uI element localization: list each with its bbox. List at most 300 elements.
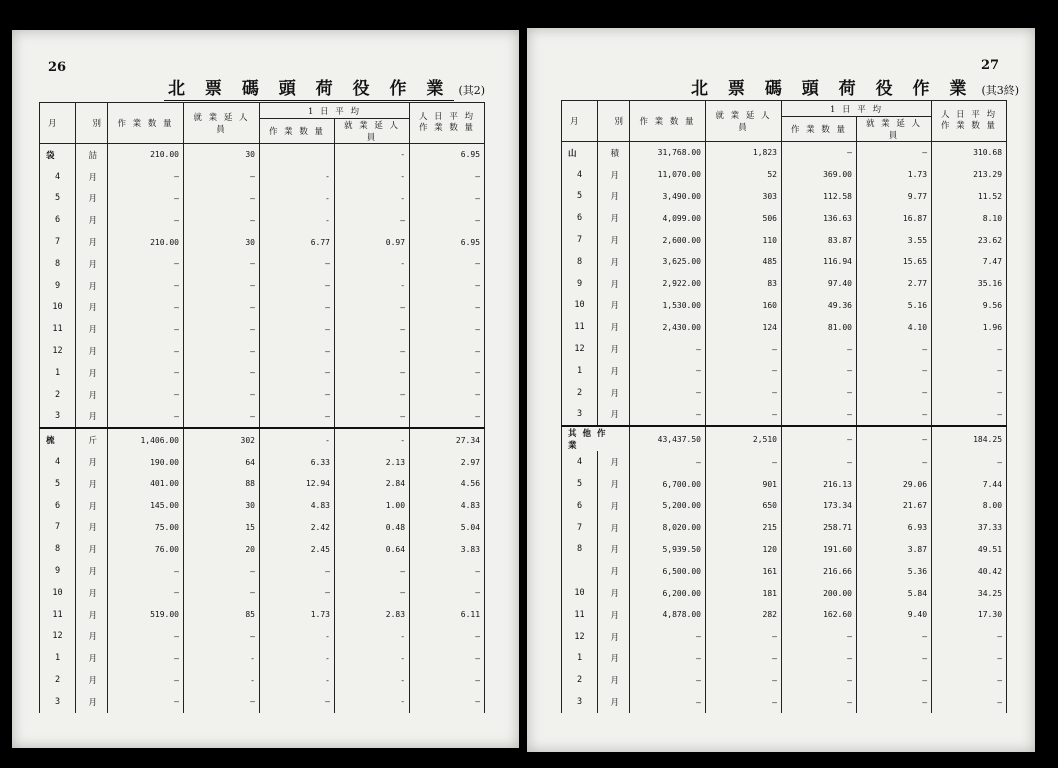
daily-qty-cell: 2.42 [260,517,335,539]
month-cell: 2 [562,382,598,404]
per-person-cell: — [410,318,485,340]
work-qty-cell: — [108,318,184,340]
table-row [40,560,485,582]
month-cell: 8 [40,253,76,275]
per-person-cell: — [932,404,1007,427]
daily-qty-cell: — [260,384,335,406]
daily-qty-cell: — [782,404,857,427]
unit-cell: 月 [598,251,630,273]
unit-cell: 月 [76,384,108,406]
table-row [562,626,1007,648]
table-row [562,426,1007,451]
unit-cell: 月 [598,360,630,382]
month-cell: 11 [562,604,598,626]
unit-cell: 月 [76,517,108,539]
table-row [562,186,1007,208]
daily-workers-cell: — [857,691,932,713]
page-number: 27 [981,58,1000,73]
unit-cell: 月 [598,382,630,404]
data-table [39,102,485,713]
month-cell: 8 [562,539,598,561]
daily-qty-cell: — [782,451,857,473]
daily-qty-cell: — [782,691,857,713]
daily-workers-cell: — [335,297,410,319]
daily-workers-cell: — [335,340,410,362]
per-person-cell: 7.47 [932,251,1007,273]
month-cell: 12 [40,340,76,362]
table-row [562,604,1007,626]
daily-qty-cell: — [260,691,335,713]
unit-cell: 月 [76,495,108,517]
work-qty-cell: — [108,647,184,669]
table-row [40,626,485,648]
unit-cell: 月 [598,517,630,539]
unit-cell: 月 [76,691,108,713]
table-row [40,538,485,560]
month-cell: 3 [562,691,598,713]
daily-workers-cell: 3.87 [857,539,932,561]
daily-workers-cell: 4.10 [857,316,932,338]
daily-workers-cell: - [335,144,410,166]
workers-cell: — [706,338,782,360]
unit-cell: 月 [76,209,108,231]
month-cell: 3 [562,404,598,427]
table-row [562,495,1007,517]
per-person-cell: — [410,297,485,319]
daily-workers-cell: 5.84 [857,582,932,604]
table-row [40,188,485,210]
table-row [562,669,1007,691]
unit-cell: 月 [76,669,108,691]
unit-cell: 月 [598,404,630,427]
unit-cell: 月 [598,495,630,517]
unit-cell: 月 [76,626,108,648]
month-cell: 12 [562,338,598,360]
table-row [40,517,485,539]
table-row [40,166,485,188]
workers-cell: — [706,669,782,691]
per-person-cell: 27.34 [410,428,485,451]
work-qty-cell: 210.00 [108,231,184,253]
per-person-cell: — [932,451,1007,473]
daily-qty-cell: 369.00 [782,164,857,186]
daily-workers-cell: 2.13 [335,451,410,473]
daily-qty-cell: 12.94 [260,473,335,495]
daily-workers-cell: - [335,626,410,648]
per-person-cell: 40.42 [932,560,1007,582]
daily-qty-cell: — [260,275,335,297]
unit-cell: 月 [598,229,630,251]
table-row [562,142,1007,164]
work-qty-cell: 519.00 [108,604,184,626]
unit-cell: 月 [76,647,108,669]
daily-workers-cell: — [857,404,932,427]
workers-cell: — [706,626,782,648]
header-workers: 就 業 延 人 員 [184,103,260,144]
month-cell: 12 [40,626,76,648]
work-qty-cell: 6,700.00 [630,473,706,495]
daily-workers-cell: — [857,382,932,404]
work-qty-cell: — [630,451,706,473]
per-person-cell: 2.97 [410,451,485,473]
unit-cell: 月 [598,473,630,495]
daily-qty-cell: - [260,166,335,188]
per-person-cell: — [410,188,485,210]
workers-cell: — [706,648,782,670]
table-row [562,539,1007,561]
workers-cell: — [184,275,260,297]
daily-qty-cell: — [260,253,335,275]
daily-workers-cell: - [335,428,410,451]
month-cell: 8 [562,251,598,273]
work-qty-cell: 190.00 [108,451,184,473]
daily-qty-cell: 136.63 [782,207,857,229]
header-daily-qty: 作 業 数 量 [260,119,335,144]
month-cell: 4 [40,166,76,188]
workers-cell: — [184,406,260,429]
per-person-cell: — [410,362,485,384]
unit-cell: 月 [76,166,108,188]
per-person-cell: 1.96 [932,316,1007,338]
per-person-cell: — [932,626,1007,648]
work-qty-cell: 6,500.00 [630,560,706,582]
header-kind: 別 [76,103,108,144]
work-qty-cell: 75.00 [108,517,184,539]
page-title [164,74,485,99]
daily-qty-cell: 97.40 [782,273,857,295]
daily-workers-cell: - [335,253,410,275]
work-qty-cell: — [630,382,706,404]
per-person-cell: 23.62 [932,229,1007,251]
unit-cell: 月 [76,362,108,384]
workers-cell: - [184,669,260,691]
daily-workers-cell: — [335,384,410,406]
table-row [562,451,1007,473]
header-work-qty: 作 業 数 量 [630,101,706,142]
month-cell: 1 [40,362,76,384]
daily-qty-cell: 216.66 [782,560,857,582]
work-qty-cell: 76.00 [108,538,184,560]
workers-cell: 120 [706,539,782,561]
workers-cell: 282 [706,604,782,626]
workers-cell: 506 [706,207,782,229]
per-person-cell: — [410,209,485,231]
unit-cell: 月 [598,560,630,582]
workers-cell: 30 [184,144,260,166]
unit-cell: 月 [76,297,108,319]
daily-qty-cell: — [260,582,335,604]
month-cell: 6 [562,495,598,517]
work-qty-cell: — [630,648,706,670]
daily-workers-cell: — [857,451,932,473]
unit-cell: 月 [76,451,108,473]
daily-workers-cell: 21.67 [857,495,932,517]
per-person-cell: — [410,582,485,604]
workers-cell: 85 [184,604,260,626]
work-qty-cell: — [108,188,184,210]
daily-qty-cell: — [260,340,335,362]
per-person-cell: 37.33 [932,517,1007,539]
work-qty-cell: 401.00 [108,473,184,495]
daily-workers-cell: - [335,166,410,188]
daily-workers-cell: — [335,560,410,582]
daily-workers-cell: — [335,318,410,340]
per-person-cell: 49.51 [932,539,1007,561]
daily-qty-cell: 81.00 [782,316,857,338]
table-row [562,382,1007,404]
month-cell: 1 [40,647,76,669]
month-cell: 6 [562,207,598,229]
daily-workers-cell: - [335,691,410,713]
unit-cell: 月 [598,539,630,561]
work-qty-cell: 1,406.00 [108,428,184,451]
daily-workers-cell: 1.73 [857,164,932,186]
per-person-cell: 4.83 [410,495,485,517]
daily-workers-cell: 29.06 [857,473,932,495]
table-row [562,316,1007,338]
workers-cell: — [184,340,260,362]
workers-cell: — [184,166,260,188]
daily-workers-cell: 0.97 [335,231,410,253]
work-qty-cell: — [108,406,184,429]
work-qty-cell: 5,939.50 [630,539,706,561]
table-row [40,669,485,691]
daily-qty-cell: — [782,669,857,691]
daily-workers-cell: — [857,142,932,164]
month-cell: 11 [40,318,76,340]
unit-cell: 月 [76,340,108,362]
month-cell: 5 [562,186,598,208]
daily-workers-cell: 3.55 [857,229,932,251]
unit-cell: 月 [76,275,108,297]
work-qty-cell: 43,437.50 [630,426,706,451]
daily-qty-cell: — [782,382,857,404]
daily-qty-cell: - [260,209,335,231]
workers-cell: — [184,209,260,231]
daily-qty-cell: — [260,297,335,319]
table-row [562,691,1007,713]
table-row [562,648,1007,670]
workers-cell: 2,510 [706,426,782,451]
workers-cell: 30 [184,231,260,253]
month-cell: 10 [40,582,76,604]
work-qty-cell: — [108,384,184,406]
title-text: 北 票 碼 頭 荷 役 作 業 [164,79,454,101]
header-per-person-line1: 人 日 平 均 [418,111,476,122]
work-qty-cell: 145.00 [108,495,184,517]
workers-cell: — [184,253,260,275]
unit-cell: 月 [76,538,108,560]
daily-qty-cell: — [260,318,335,340]
per-person-cell: 34.25 [932,582,1007,604]
work-qty-cell: 2,922.00 [630,273,706,295]
per-person-cell: 35.16 [932,273,1007,295]
month-cell: 2 [40,669,76,691]
daily-workers-cell: 0.48 [335,517,410,539]
month-cell [562,560,598,582]
work-qty-cell: 6,200.00 [630,582,706,604]
daily-qty-cell: - [260,626,335,648]
month-cell: 12 [562,626,598,648]
per-person-cell: — [410,166,485,188]
title-sub: (其3終) [981,84,1020,97]
month-cell: 其他作業 [562,426,630,451]
header-per-person-line2: 作 業 数 量 [940,121,998,131]
workers-cell: 302 [184,428,260,451]
unit-cell: 月 [598,648,630,670]
header-daily-avg: 1 日 平 均 [260,103,410,119]
month-cell: 1 [562,360,598,382]
daily-qty-cell: — [782,338,857,360]
per-person-cell: 11.52 [932,186,1007,208]
daily-workers-cell: 9.40 [857,604,932,626]
table-row [562,582,1007,604]
per-person-cell: 9.56 [932,295,1007,317]
workers-cell: 124 [706,316,782,338]
per-person-cell: — [410,406,485,429]
daily-workers-cell: — [857,669,932,691]
month-cell: 3 [40,691,76,713]
header-month: 月 [562,101,598,142]
per-person-cell: 4.56 [410,473,485,495]
daily-qty-cell: 173.34 [782,495,857,517]
workers-cell: — [706,691,782,713]
workers-cell: 181 [706,582,782,604]
per-person-cell: — [410,340,485,362]
workers-cell: — [184,188,260,210]
per-person-cell: — [932,648,1007,670]
workers-cell: 15 [184,517,260,539]
month-cell: 4 [40,451,76,473]
unit-cell: 斤 [76,428,108,451]
workers-cell: 88 [184,473,260,495]
daily-workers-cell: - [335,188,410,210]
table-row [40,297,485,319]
workers-cell: 650 [706,495,782,517]
header-month: 月 [40,103,76,144]
workers-cell: - [184,647,260,669]
unit-cell: 月 [598,186,630,208]
per-person-cell: 6.11 [410,604,485,626]
per-person-cell: — [410,275,485,297]
work-qty-cell: 4,878.00 [630,604,706,626]
header-daily-qty: 作 業 数 量 [782,117,857,142]
table-row [40,209,485,231]
per-person-cell: 3.83 [410,538,485,560]
daily-workers-cell: 2.84 [335,473,410,495]
workers-cell: 83 [706,273,782,295]
unit-cell: 積 [598,142,630,164]
daily-qty-cell: - [260,188,335,210]
work-qty-cell: — [108,209,184,231]
daily-qty-cell: 2.45 [260,538,335,560]
unit-cell: 月 [598,691,630,713]
per-person-cell: 7.44 [932,473,1007,495]
per-person-cell: — [410,626,485,648]
month-cell: 5 [40,188,76,210]
header-per-person [410,103,485,144]
work-qty-cell: — [108,626,184,648]
unit-cell: 月 [76,560,108,582]
work-qty-cell: — [108,253,184,275]
work-qty-cell: — [630,404,706,427]
unit-cell: 月 [598,207,630,229]
workers-cell: — [706,382,782,404]
daily-qty-cell: 83.87 [782,229,857,251]
unit-cell: 月 [598,273,630,295]
title-text: 北 票 碼 頭 荷 役 作 業 [687,79,977,101]
table-row [40,253,485,275]
month-cell: 山 [562,142,598,164]
month-cell: 2 [40,384,76,406]
unit-cell: 月 [598,669,630,691]
daily-qty-cell: — [782,142,857,164]
daily-workers-cell: 0.64 [335,538,410,560]
work-qty-cell: 1,530.00 [630,295,706,317]
table-row [40,428,485,451]
table-row [562,229,1007,251]
workers-cell: — [706,451,782,473]
month-cell: 6 [40,495,76,517]
daily-workers-cell: 16.87 [857,207,932,229]
table-row [40,231,485,253]
table-row [562,273,1007,295]
work-qty-cell: 11,070.00 [630,164,706,186]
workers-cell: — [184,384,260,406]
workers-cell: — [184,626,260,648]
month-cell: 10 [562,295,598,317]
daily-qty-cell: — [260,406,335,429]
unit-cell: 月 [598,316,630,338]
month-cell: 3 [40,406,76,429]
per-person-cell: — [410,691,485,713]
month-cell: 10 [40,297,76,319]
workers-cell: — [184,691,260,713]
daily-qty-cell: 200.00 [782,582,857,604]
table-row [40,647,485,669]
month-cell: 10 [562,582,598,604]
table-row [40,406,485,429]
unit-cell: 月 [76,406,108,429]
month-cell: 2 [562,669,598,691]
work-qty-cell: — [630,626,706,648]
table-row [40,582,485,604]
per-person-cell: 8.00 [932,495,1007,517]
work-qty-cell: 8,020.00 [630,517,706,539]
workers-cell: — [706,360,782,382]
month-cell: 1 [562,648,598,670]
daily-workers-cell: — [857,626,932,648]
work-qty-cell: — [108,582,184,604]
per-person-cell: — [410,253,485,275]
work-qty-cell: 3,625.00 [630,251,706,273]
month-cell: 5 [562,473,598,495]
daily-workers-cell: — [857,426,932,451]
daily-workers-cell: — [335,406,410,429]
table-row [562,207,1007,229]
table-row [40,340,485,362]
per-person-cell: — [932,691,1007,713]
month-cell: 9 [40,560,76,582]
table-row [562,360,1007,382]
daily-workers-cell: — [335,582,410,604]
right-page [527,28,1035,752]
workers-cell: 303 [706,186,782,208]
daily-workers-cell: 5.36 [857,560,932,582]
work-qty-cell: 210.00 [108,144,184,166]
unit-cell: 月 [598,582,630,604]
month-cell: 7 [562,517,598,539]
